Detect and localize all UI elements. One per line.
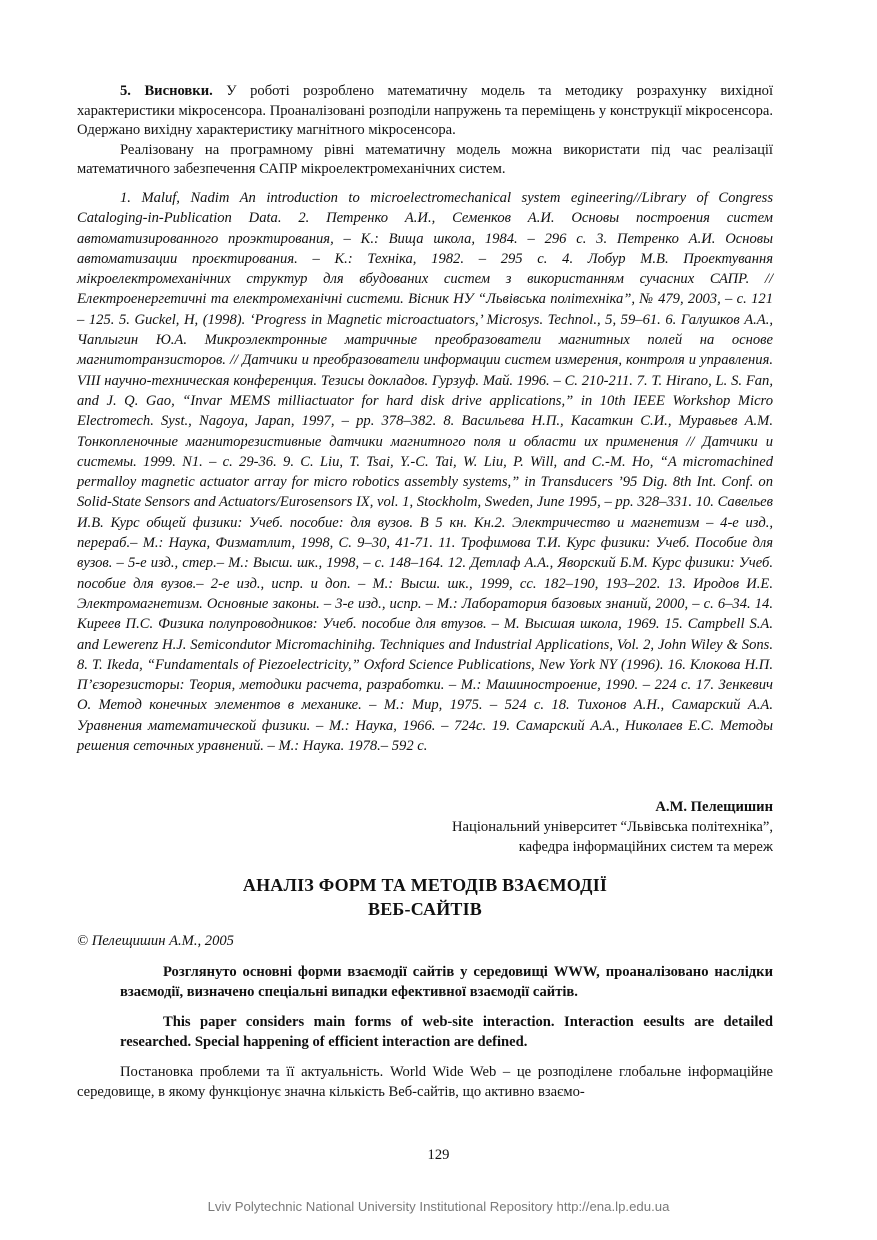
article-title (77, 873, 773, 921)
article-title-line-2: ВЕБ-САЙТІВ (367, 899, 483, 920)
conclusions-paragraph (77, 82, 773, 141)
abstract-ukrainian: Розглянуто основні форми взаємодії сайтів у середовищі WWW, проаналізовано наслідки взаємодії, визначено спеціальні випадки ефективної взаємодії сайтів. (120, 964, 773, 1001)
conclusions-paragraph-2: Реалізовану на програмному рівні математичну модель можна використати під час реалізації математичного забезпечення САПР мікроелектромеханічних систем. (77, 141, 773, 178)
abstract-english: This paper considers main forms of web-site interaction. Interaction eesults are detailed researched. Special happening of efficient interaction are defined. (120, 1014, 773, 1051)
affiliation-line-2: кафедра інформаційних систем та мереж (518, 839, 773, 856)
references-list: 1. Maluf, Nadim An introduction to microelectromechanical system egineering//Library of Congress Cataloging-in-Publication Data. 2. Петренко А.И., Семенков А.И. Основы построения систем автоматизированного проэктирования, – К.: Вища школа, 1984. – 296 с. 3. Петренко А.И. Основы автоматизации проєктирования. – К.: Техніка, 1982. – 295 с. 4. Лобур М.В. Проектування мікроелектромеханічних структур для вбудованих систем з використанням сучасних САПР. // Електроенергетичні та електромеханічні системи. Вісник НУ “Львівська політехніка”, № 479, 2003, – с. 121 – 125. 5. Guckel, H, (1998). ‘Progress in Magnetic microactuators,’ Microsys. Technol., 5, 59–61. 6. Галушков А.А., Чаплыгин Ю.А. Микроэлектронные матричные преобразователи магнитных полей на основе магнитотранзисторов. // Датчики и преобразователи информации систем измерения, контроля и управления. VIII научно-техническая конференция. Тезисы докладов. Гурзуф. Май. 1996. – С. 210-211. 7. T. Hirano, L. S. Fan, and J. Q. Gao, “Invar MEMS milliactuator for hard disk drive applications,” in 10th IEEE Workshop Micro Electromech. Syst., Nagoya, Japan, 1997, – pp. 378–382. 8. Васильева Н.П., Касаткин С.И., Муравьев А.М. Тонкопленочные магниторезистивные датчики магнитного поля и области их применения // Датчики и системы. 1999. N1. – с. 29-36. 9. C. Liu, T. Tsai, Y.-C. Tai, W. Liu, P. Will, and C.-M. Ho, “A micromachined permalloy magnetic actuator array for micro robotics assembly systems,” in Transducers ’95 Dig. 8th Int. Conf. on Solid-State Sensors and Actuators/Eurosensors IX, vol. 1, Stockholm, Sweden, June 1995, – pp. 328–331. 10. Савельев И.В. Курс общей физики: Учеб. пособие: для вузов. В 5 кн. Кн.2. Электричество и магнетизм – 4-е изд., перераб.– М.: Наука, Физматлит, 1998, С. 9–30, 41-71. 11. Трофимова Т.И. Курс физики: Учеб. Пособие для вузов. – 5-е изд., стер.– М.: Высш. шк., 1998, – с. 148–164. 12. Детлаф А.А., Яворский Б.М. Курс физики: Учеб. пособие для вузов.– 2-е изд., испр. и доп. – М.: Высш. шк., 1999, сс. 182–190, 193–202. 13. Иродов И.Е. Электромагнетизм. Основные законы. – 3-е изд., испр. – М.: Лаборатория базовых знаний, 2000, – с. 6–34. 14. Киреев П.С. Физика полупроводников: Учеб. пособие для втузов. – М. Высшая школа, 1969. 15. Campbell S.A. and Lewerenz H.J. Semicondutor Micromachinihg. Techniques and Industrial Applications, Vol. 2, John Wiley & Sons. 8. T. Ikeda, “Fundamentals of Piezoelectricity,” Oxford Science Publications, New York NY (1996). 16. Клокова Н.П. П’єзорезисторы: Теория, методики расчета, разработки. – М.: Машиностроение, 1990. – 224 с. 17. Зенкевич О. Метод конечных элементов в механике. – М.: Мир, 1975. – 524 с. 18. Тихонов А.Н., Самарский А.А. Уравнения математической физики. – М.: Наука, 1966. – 724с. 19. Самарский А.А., Николаев Е.С. Методы решения сеточных уравнений. – М.: Наука. 1978.– 592 с. (77, 189, 773, 754)
author-block (77, 797, 773, 857)
conclusions-text: У роботі розроблено математичну модель та методику розрахунку вихідної характеристики мікросенсора. Проаналізовані розподіли напружень та переміщень у конструкції мікросенсора. Одержано вихідну характеристику магнітного мікросенсора. (77, 83, 773, 139)
conclusions-heading: 5. Висновки. (120, 83, 213, 99)
affiliation-line-1: Національний університет “Львівська політехніка”, (452, 819, 773, 836)
copyright-line: © Пелещишин А.М., 2005 (77, 933, 234, 950)
article-title-line-1: АНАЛІЗ ФОРМ ТА МЕТОДІВ ВЗАЄМОДІЇ (242, 875, 608, 896)
page-content (77, 82, 773, 1102)
page-number: 129 (427, 1147, 450, 1163)
intro-paragraph: Постановка проблеми та її актуальність. World Wide Web – це розподілене глобальне інформаційне середовище, в якому функціонує значна кількість Веб-сайтів, що активно взаємо- (77, 1064, 773, 1100)
repository-footer: Lviv Polytechnic National University Institutional Repository http://ena.lp.edu.ua (207, 1199, 670, 1214)
author-name: А.М. Пелещишин (655, 799, 773, 816)
